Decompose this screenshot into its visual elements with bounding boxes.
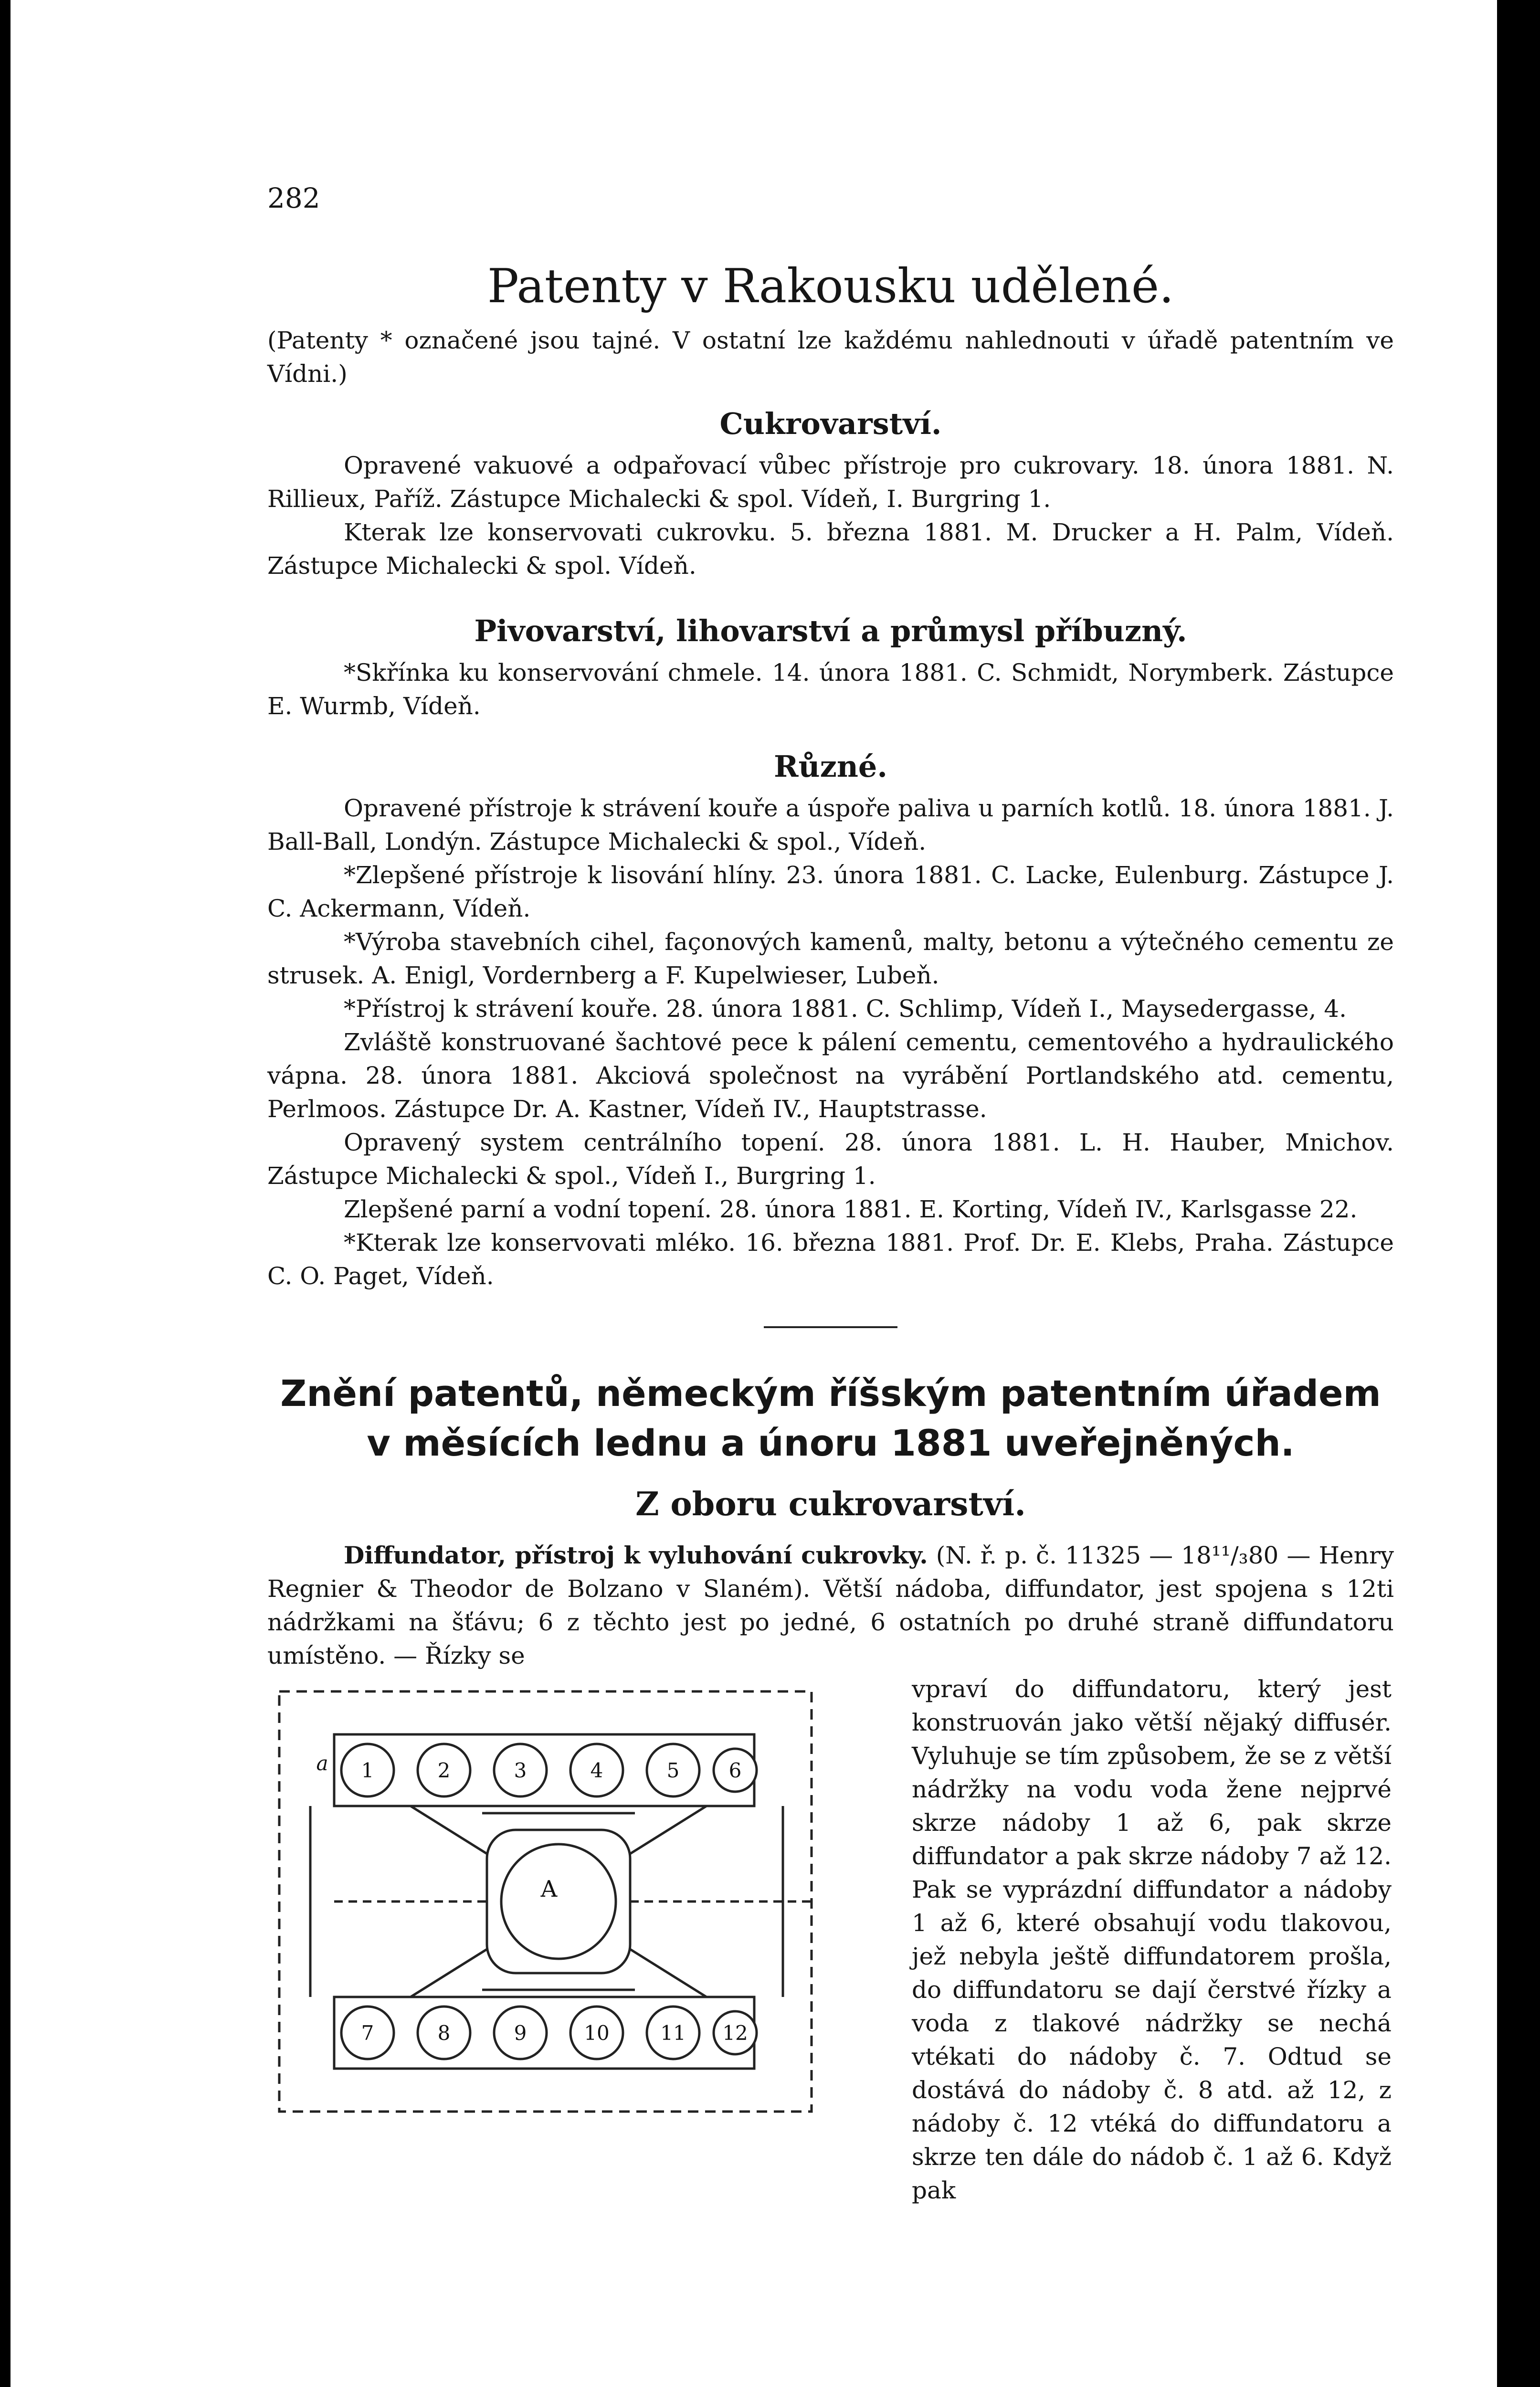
article-side-text: vpraví do diffundatoru, který jest konstruován jako větší nějaký diffusér. Vyluhuje se tím způsobem, že se z větší nádržky na vodu voda žene nejprvé skrze nádoby 1 až 6, pak skrze diffundator a pak skrze nádoby 7 až 12. Pak se vyprázdní diffundator a nádoby 1 až 6, které obsahují vodu tlakovou, jež nebyla ještě diffundatorem prošla, do diffundatoru se dají čerstvé řízky a voda z tlakové nádržky se nechá vtékati do nádoby č. 7. Odtud se dostává do nádoby č. 8 atd. až 12, z nádoby č. 12 vtéká do diffundatoru a skrze ten dále do nádob č. 1 až 6. Když pak [912, 1675, 1392, 2204]
section-heading-cukrovarstvi: Cukrovarství. [719, 406, 942, 441]
article-figure-row [267, 1672, 1394, 2207]
vessel-label: 6 [728, 1759, 742, 1782]
corner-label: a [316, 1752, 328, 1775]
vessel-label: 3 [514, 1759, 527, 1782]
patent-entry: Zlepšené parní a vodní topení. 28. února 1881. E. Korting, Vídeň IV., Karlsgasse 22. [344, 1195, 1358, 1223]
patent-entry: Opravený system centrálního topení. 28. února 1881. L. H. Hauber, Mnichov. Zástupce Michalecki & spol., Vídeň I., Burgring 1. [267, 1129, 1394, 1190]
diffundator-drawing [267, 1672, 912, 2131]
patent-entry: *Výroba stavebních cihel, façonových kamenů, malty, betonu a výtečného cementu ze strusek. A. Enigl, Vordernberg a F. Kupelwieser, Lubeň. [267, 928, 1394, 989]
patent-entry: *Přístroj k strávení kouře. 28. února 1881. C. Schlimp, Vídeň I., Maysedergasse, 4. [344, 995, 1347, 1023]
vessel-label: 1 [361, 1759, 374, 1782]
vessel-label: 2 [437, 1759, 451, 1782]
patent-entry: Zvláště konstruované šachtové pece k pálení cementu, cementového a hydraulického vápna. 28. února 1881. Akciová společnost na vyrábění Portlandského atd. cementu, Perlmoos. Zástupce Dr. A. Kastner, Vídeň IV., Hauptstrasse. [267, 1028, 1394, 1123]
diffundator-vessel [501, 1844, 616, 1959]
patent-entry: Opravené přístroje k strávení kouře a úspoře paliva u parních kotlů. 18. února 1881. J. Ball-Ball, Londýn. Zástupce Michalecki & spol., Vídeň. [267, 794, 1394, 856]
vessel-label: 4 [590, 1759, 603, 1782]
diffundator-diagram [267, 1672, 912, 2131]
second-subheading: Z oboru cukrovarství. [635, 1485, 1026, 1523]
vessel-label: 5 [666, 1759, 680, 1782]
vessel-label: 9 [514, 2021, 527, 2045]
second-title: Znění patentů, německým říšským patentním úřadem v měsících lednu a únoru 1881 uveřejněných. [280, 1372, 1381, 1464]
document-page [267, 181, 1394, 2207]
article-intro-text: (N. ř. p. č. 11325 — 18¹¹/₃80 — Henry Regnier & Theodor de Bolzano v Slaném). Větší nádoba, diffundator, jest spojena s 12ti nádržkami na šťávu; 6 z těchto jest po jedné, 6 ostatních po druhé straně diffundatoru umístěno. — Řízky se [267, 1542, 1394, 1669]
vessel-label: 7 [361, 2021, 374, 2045]
diffundator-body [487, 1830, 630, 1973]
patent-entry: *Kterak lze konservovati mléko. 16. března 1881. Prof. Dr. E. Klebs, Praha. Zástupce C. O. Paget, Vídeň. [267, 1229, 1394, 1290]
patent-entry: Opravené vakuové a odpařovací vůbec přístroje pro cukrovary. 18. února 1881. N. Rillieux, Paříž. Zástupce Michalecki & spol. Vídeň, I. Burgring 1. [267, 452, 1394, 513]
section-heading-ruzne: Různé. [774, 749, 887, 784]
section-divider [764, 1326, 897, 1328]
scan-edge-right [1497, 0, 1540, 2387]
page-subtitle: (Patenty * označené jsou tajné. V ostatní lze každému nahlednouti v úřadě patentním ve Vídni.) [267, 327, 1394, 388]
vessel-label: 11 [660, 2021, 686, 2045]
patent-entry: *Skřínka ku konservování chmele. 14. února 1881. C. Schmidt, Norymberk. Zástupce E. Wurmb, Vídeň. [267, 659, 1394, 720]
article-side-column [912, 1672, 1392, 2207]
vessel-label: 10 [584, 2021, 610, 2045]
scan-edge-left [0, 0, 11, 2387]
article-intro [267, 1539, 1394, 1672]
patent-entry: Kterak lze konservovati cukrovku. 5. března 1881. M. Drucker a H. Palm, Vídeň. Zástupce Michalecki & spol. Vídeň. [267, 518, 1394, 580]
page-number: 282 [267, 182, 320, 214]
vessel-label: 8 [437, 2021, 451, 2045]
page-title: Patenty v Rakousku udělené. [487, 259, 1174, 314]
article-lead: Diffundator, přístroj k vyluhování cukrovky. [344, 1541, 928, 1569]
diffundator-label: A [540, 1876, 558, 1902]
patent-entry: *Zlepšené přístroje k lisování hlíny. 23. února 1881. C. Lacke, Eulenburg. Zástupce J. C. Ackermann, Vídeň. [267, 861, 1394, 922]
vessel-label: 12 [722, 2021, 748, 2045]
section-heading-pivovarstvi: Pivovarství, lihovarství a průmysl příbuzný. [474, 613, 1187, 648]
